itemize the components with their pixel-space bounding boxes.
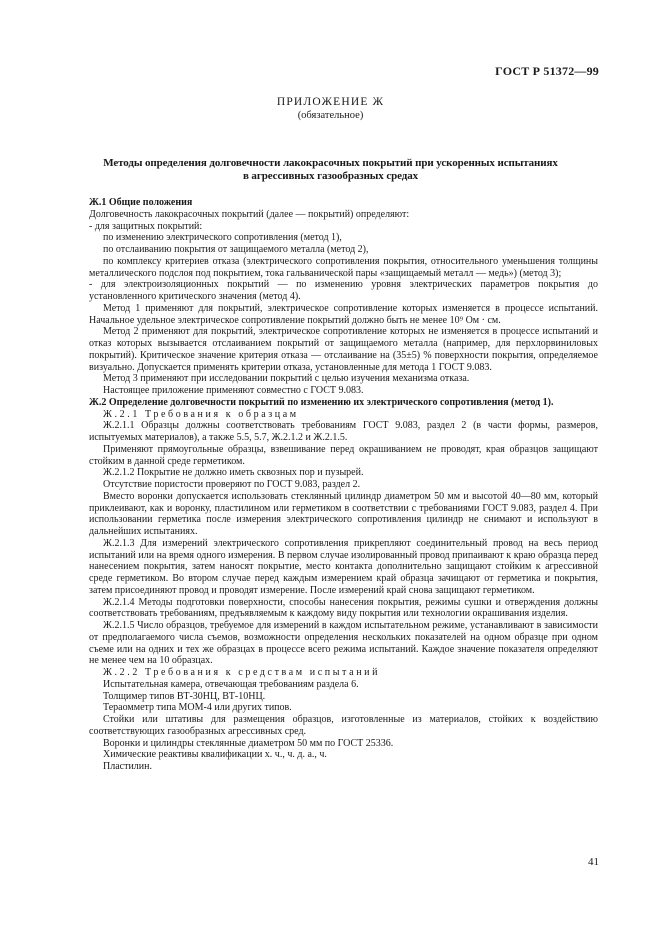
paragraph: Испытательная камера, отвечающая требованиям раздела 6. (103, 678, 359, 690)
document-body (89, 197, 598, 773)
paragraph: Настоящее приложение применяют совместно с ГОСТ 9.083. (103, 385, 364, 396)
list-item: по отслаиванию покрытия от защищаемого металла (метод 2), (103, 244, 369, 255)
standard-header: ГОСТ Р 51372—99 (495, 64, 599, 78)
paragraph: Ж.2.1.3 Для измерений электрического сопротивления прикрепляют соединительный провод на весь период испытаний или на время одного измерения. В первом случае изолированный провод припаивают к краю образца перед нанесением покрытия, затем наносят покрытие, место контакта дополнительно защищают стойким к агрессивной среде герметиком. Во втором случае перед каждым измерением край образца зачищают от герметика и покрытия, затем присоединяют провод и проводят измерение. После измерений край снова защищают герметиком. (89, 537, 598, 596)
paragraph: Ж.2.1.1 Образцы должны соответствовать требованиям ГОСТ 9.083, раздел 2 (в части формы, размеров, испытуемых материалов), а также 5.5, 5.7, Ж.2.1.2 и Ж.2.1.5. (89, 420, 598, 443)
subsection-heading-test-means: Ж.2.2 Требования к средствам испытаний (103, 667, 381, 678)
subsection-heading-samples: Ж.2.1 Требования к образцам (103, 408, 299, 420)
paragraph: Применяют прямоугольные образцы, взвешивание перед окрашиванием не проводят, края образцов защищают стойким в данной среде герметиком. (89, 443, 598, 467)
main-title-line-1: Методы определения долговечности лакокрасочных покрытий при ускоренных испытаниях (103, 157, 558, 169)
paragraph: Ж.2.1.2 Покрытие не должно иметь сквозных пор и пузырей. (103, 467, 364, 479)
main-title-line-2: в агрессивных газообразных средах (242, 170, 419, 182)
list-item: - для электроизоляционных покрытий — по изменению уровня электрических параметров покрытия до установленного критического значения (метод 4). (89, 279, 598, 302)
paragraph: Ж.2.1.4 Методы подготовки поверхности, способы нанесения покрытия, режимы сушки и отверждения должны соответствовать требованиям, предъявляемым к каждому виду покрытия или технологии окрашивания изделия. (89, 596, 598, 620)
section-heading-general: Ж.1 Общие положения (89, 197, 193, 208)
appendix-title: ПРИЛОЖЕНИЕ Ж (276, 96, 385, 108)
paragraph: Воронки и цилиндры стеклянные диаметром 50 мм по ГОСТ 25336. (103, 737, 394, 749)
main-title (0, 157, 661, 183)
list-item: по изменению электрического сопротивления (метод 1), (103, 232, 342, 244)
paragraph: Отсутствие пористости проверяют по ГОСТ 9.083, раздел 2. (103, 479, 361, 490)
page-number: 41 (588, 856, 599, 868)
appendix-subtitle: (обязательное) (297, 110, 364, 121)
paragraph: Долговечность лакокрасочных покрытий (далее — покрытий) определяют: (89, 208, 410, 220)
paragraph: Ж.2.1.5 Число образцов, требуемое для измерений в каждом испытательном режиме, устанавливают в зависимости от предполагаемого числа съемов, возможности определения нескольких показателей на одном образце при одном съеме или на одних и тех же образцах в процессе всего режима испытаний. Каждое значение показателя определяют не менее чем на 10 образцах. (89, 620, 598, 667)
section-heading-method-1: Ж.2 Определение долговечности покрытий по изменению их электрического сопротивления (метод 1). (89, 396, 554, 408)
paragraph: Вместо воронки допускается использовать стеклянный цилиндр диаметром 50 мм и высотой 40—80 мм, который приклеивают, как и воронку, пластилином или герметиком в соответствии с требованиями ГОСТ 9.083, раздел 4. При использовании герметика после измерения электрического сопротивления цилиндр не снимают и используют в дальнейших испытаниях. (89, 490, 598, 537)
paragraph: Пластилин. (103, 761, 153, 772)
paragraph: Метод 1 применяют для покрытий, электрическое сопротивление которых изменяется в процессе испытаний. Начальное удельное электрическое сопротивление покрытий должно быть не менее 10⁹ Ом · см. (89, 302, 598, 326)
paragraph: Стойки или штативы для размещения образцов, изготовленные из материалов, стойких к воздействию соответствующих газообразных агрессивных сред. (89, 714, 598, 737)
paragraph: Тераомметр типа МОМ-4 или других типов. (103, 702, 292, 714)
paragraph: Метод 3 применяют при исследовании покрытий с целью изучения механизма отказа. (103, 373, 470, 385)
list-item: - для защитных покрытий: (89, 220, 203, 232)
paragraph: Толщимер типов ВТ-30НЦ, ВТ-10НЦ. (103, 690, 266, 702)
paragraph: Метод 2 применяют для покрытий, электрическое сопротивление которых не изменяется в процессе испытаний и отказ которых вызывается отслаиванием покрытий от защищаемого металла (например, для перхлорвиниловых покрытий). Критическое значение критерия отказа — отслаивание на (35±5) % поверхности покрытия, определяемое визуально. Допускается применять критерии отказа, установленные для метода 1 ГОСТ 9.083. (89, 326, 598, 373)
paragraph: Химические реактивы квалификации х. ч., ч. д. а., ч. (103, 749, 327, 761)
list-item: по комплексу критериев отказа (электрического сопротивления покрытия, относительного уменьшения толщины металлического подслоя под покрытием, тока гальванической пары «защищаемый металл — медь») (метод 3); (89, 255, 598, 279)
